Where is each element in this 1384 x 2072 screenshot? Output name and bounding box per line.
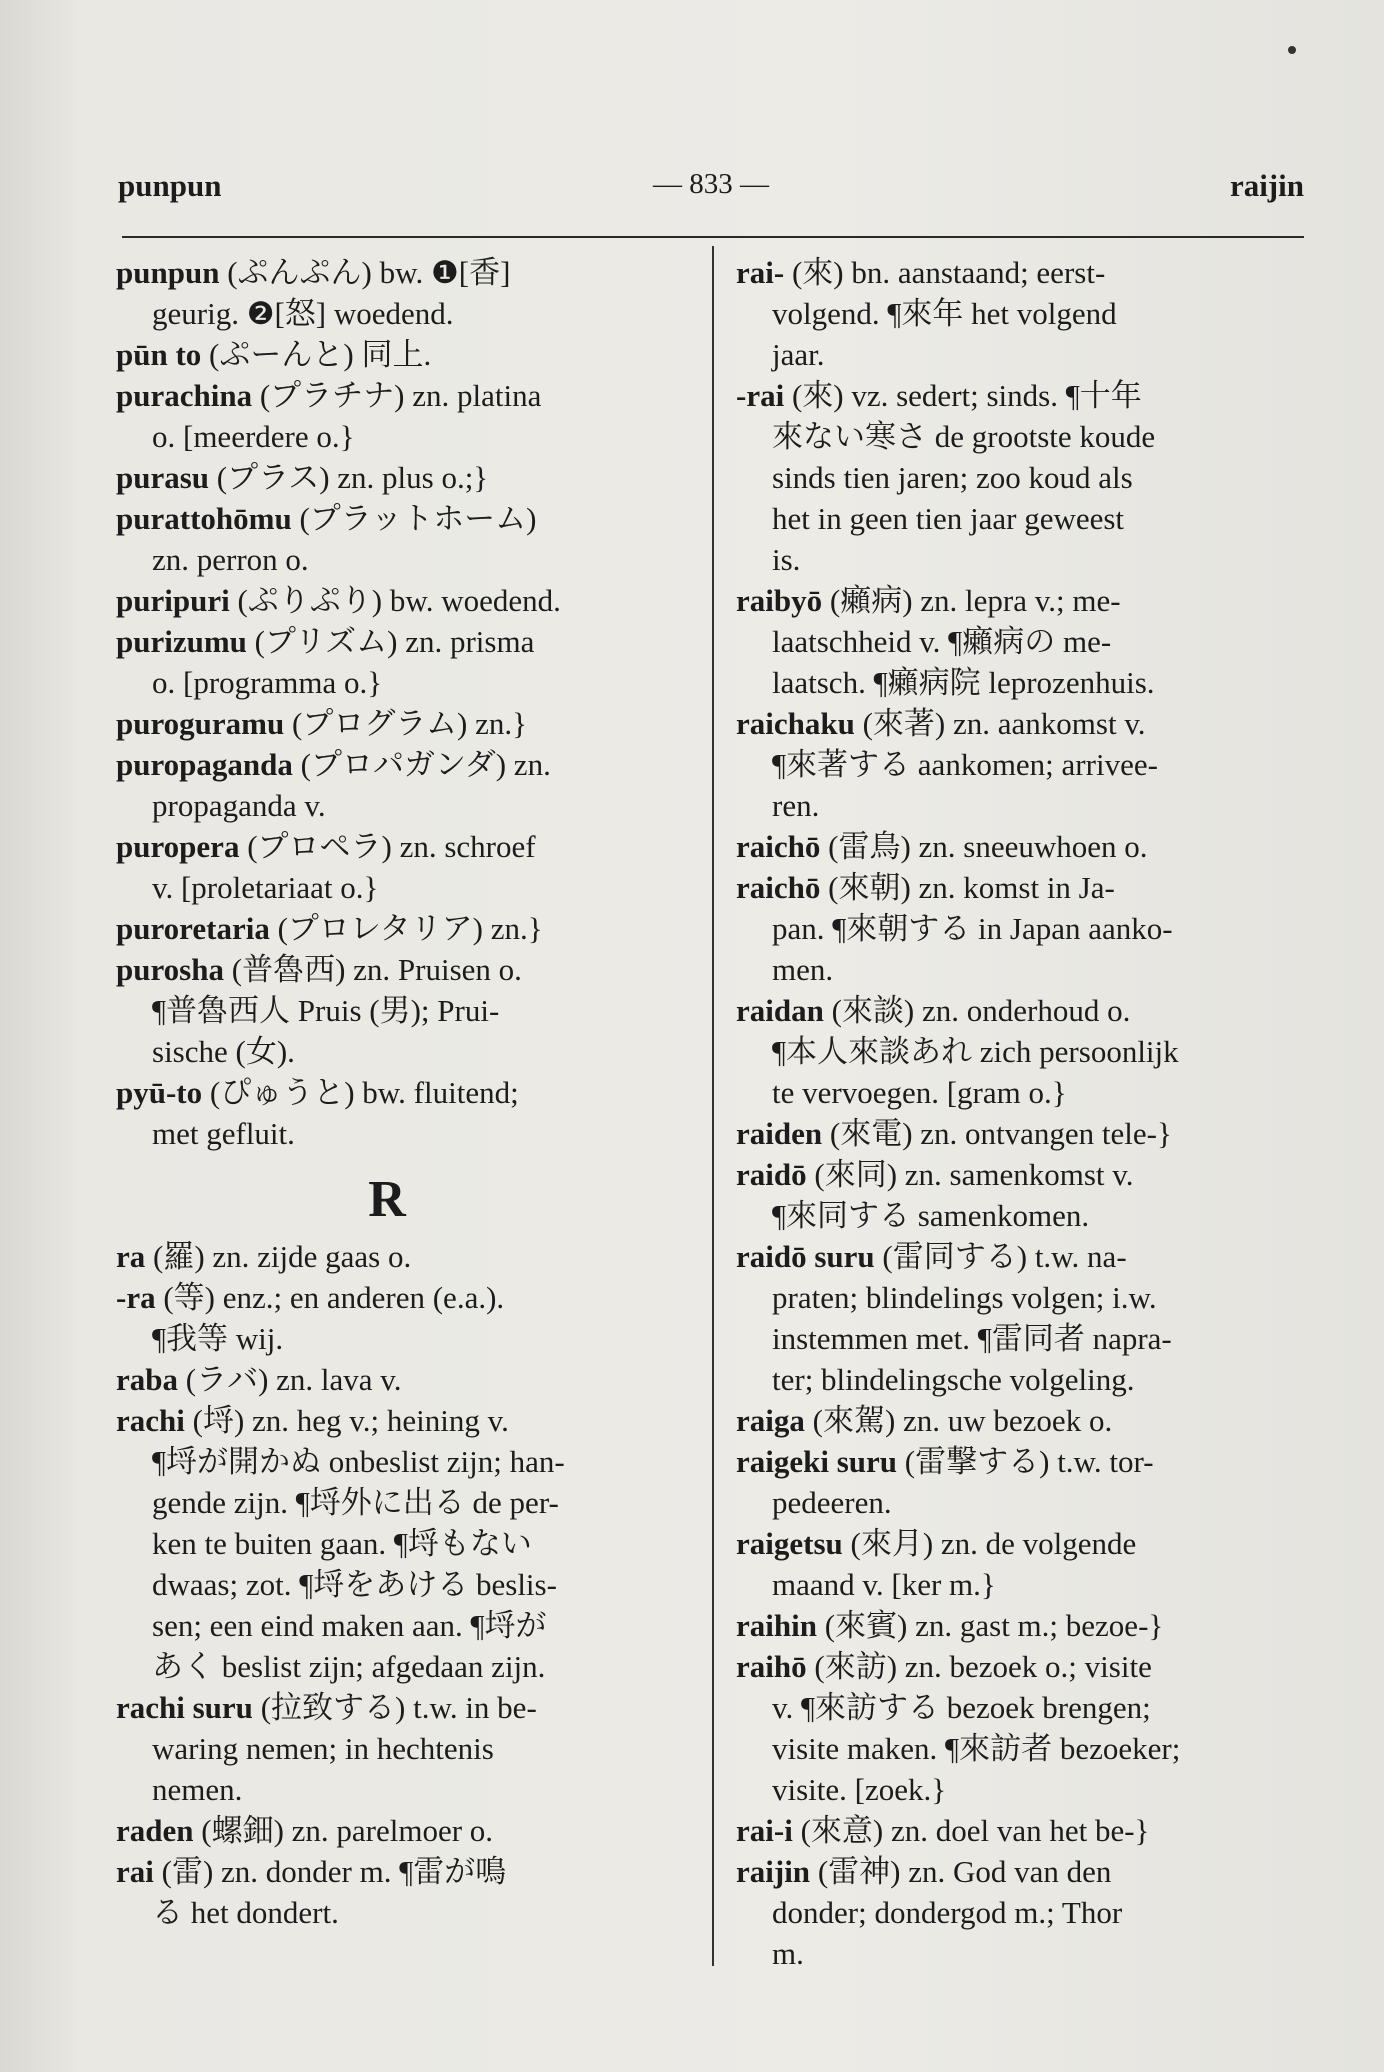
- entry-text: laatschheid v. ¶癩病の me-: [772, 624, 1112, 659]
- continuation-line: [736, 416, 1308, 457]
- entry-text: (來賓) zn. gast m.; bezoe-}: [816, 1608, 1164, 1643]
- continuation-line: [736, 744, 1308, 785]
- entry-text: v. ¶來訪する bezoek brengen;: [772, 1690, 1151, 1725]
- entry-line: [116, 1072, 688, 1113]
- entry-text: pan. ¶來朝する in Japan aanko-: [772, 911, 1173, 946]
- entry-text: ren.: [772, 788, 820, 823]
- entry-text: sen; een eind maken aan. ¶埒が: [152, 1608, 547, 1643]
- headword: puropaganda: [116, 747, 293, 782]
- entry-text: pedeeren.: [772, 1485, 892, 1520]
- headword: raijin: [736, 1854, 811, 1889]
- continuation-line: [736, 1359, 1308, 1400]
- continuation-line: [736, 1769, 1308, 1810]
- continuation-line: [116, 293, 688, 334]
- continuation-line: [736, 1687, 1308, 1728]
- entry-text: volgend. ¶來年 het volgend: [772, 296, 1117, 331]
- entry-text: (來著) zn. aankomst v.: [854, 706, 1146, 741]
- entry-text: te vervoegen. [gram o.}: [772, 1075, 1067, 1110]
- entry-text: nemen.: [152, 1772, 243, 1807]
- entry-text: sische (女).: [152, 1034, 295, 1069]
- headword: raichō: [736, 829, 821, 864]
- entry-text: (プラットホーム): [291, 501, 537, 536]
- entry-text: laatsch. ¶癩病院 leprozenhuis.: [772, 665, 1155, 700]
- entry-text: ken te buiten gaan. ¶埒もない: [152, 1526, 532, 1561]
- continuation-line: [116, 1646, 688, 1687]
- headword: raidan: [736, 993, 824, 1028]
- continuation-line: [736, 1318, 1308, 1359]
- entry-text: (來同) zn. samenkomst v.: [806, 1157, 1134, 1192]
- continuation-line: [116, 1769, 688, 1810]
- entry-line: [116, 1359, 688, 1400]
- entry-line: [736, 1441, 1308, 1482]
- headword: raibyō: [736, 583, 823, 618]
- page-header: [118, 168, 1304, 218]
- entry-line: [736, 1605, 1308, 1646]
- entry-text: (來月) zn. de volgende: [842, 1526, 1137, 1561]
- headword: rai: [116, 1854, 154, 1889]
- entry-line: [736, 1400, 1308, 1441]
- headword: raidō suru: [736, 1239, 875, 1274]
- entry-line: [736, 990, 1308, 1031]
- entry-text: het in geen tien jaar geweest: [772, 501, 1125, 536]
- entry-text: geurig. ❷[怒] woedend.: [152, 296, 454, 331]
- entry-text: maand v. [ker m.}: [772, 1567, 996, 1602]
- headword: rai-: [736, 255, 785, 290]
- continuation-line: [736, 1728, 1308, 1769]
- entry-text: 來ない寒さ de grootste koude: [772, 419, 1156, 454]
- continuation-line: [116, 1113, 688, 1154]
- entry-text: ¶來同する samenkomen.: [772, 1198, 1090, 1233]
- continuation-line: [736, 1072, 1308, 1113]
- entry-text: instemmen met. ¶雷同者 naprа-: [772, 1321, 1172, 1356]
- continuation-line: [116, 1318, 688, 1359]
- continuation-line: [736, 1933, 1308, 1974]
- entry-line: [116, 1810, 688, 1851]
- entry-line: [736, 1523, 1308, 1564]
- entry-line: [116, 457, 688, 498]
- entry-text: (埒) zn. heg v.; heining v.: [184, 1403, 509, 1438]
- entry-text: (來駕) zn. uw bezoek o.: [804, 1403, 1113, 1438]
- entry-line: [116, 1236, 688, 1277]
- headword: raihō: [736, 1649, 807, 1684]
- continuation-line: [116, 1441, 688, 1482]
- entry-text: (來談) zn. onderhoud o.: [823, 993, 1131, 1028]
- entry-text: met gefluit.: [152, 1116, 295, 1151]
- entry-text: ¶來著する aankomen; arrivee-: [772, 747, 1158, 782]
- entry-text: ter; blindelingsche volgeling.: [772, 1362, 1135, 1397]
- entry-line: [116, 949, 688, 990]
- headword: puropera: [116, 829, 240, 864]
- entry-text: ¶普魯西人 Pruis (男); Prui-: [152, 993, 500, 1028]
- headword: puripuri: [116, 583, 230, 618]
- entry-line: [736, 1236, 1308, 1277]
- header-right-guideword: raijin: [1229, 168, 1304, 203]
- entry-line: [736, 1646, 1308, 1687]
- continuation-line: [736, 1195, 1308, 1236]
- entry-line: [736, 1154, 1308, 1195]
- headword: purasu: [116, 460, 210, 495]
- headword: purattohōmu: [116, 501, 292, 536]
- entry-line: [116, 1277, 688, 1318]
- headword: rai-i: [736, 1813, 793, 1848]
- continuation-line: [736, 662, 1308, 703]
- headword: raichaku: [736, 706, 855, 741]
- continuation-line: [736, 293, 1308, 334]
- continuation-line: [736, 457, 1308, 498]
- entry-text: dwaas; zot. ¶埒をあける beslis-: [152, 1567, 557, 1602]
- entry-text: (來訪) zn. bezoek o.; visite: [806, 1649, 1152, 1684]
- headword: rachi suru: [116, 1690, 253, 1725]
- headword: purosha: [116, 952, 224, 987]
- continuation-line: [736, 1031, 1308, 1072]
- continuation-line: [736, 1482, 1308, 1523]
- headword: raiga: [736, 1403, 805, 1438]
- entry-text: (來意) zn. doel van het be-}: [792, 1813, 1150, 1848]
- headword: raigeki suru: [736, 1444, 898, 1479]
- entry-text: (プロペラ) zn. schroef: [239, 829, 536, 864]
- headword: ra: [116, 1239, 146, 1274]
- continuation-line: [116, 1728, 688, 1769]
- entry-line: [116, 580, 688, 621]
- headword: -ra: [116, 1280, 156, 1315]
- continuation-line: [736, 1564, 1308, 1605]
- entry-text: (來朝) zn. komst in Ja-: [820, 870, 1115, 905]
- continuation-line: [116, 1892, 688, 1933]
- entry-text: (雷神) zn. God van den: [810, 1854, 1112, 1889]
- entry-text: (プロパガンダ) zn.: [292, 747, 551, 782]
- entry-line: [736, 580, 1308, 621]
- headword: raichō: [736, 870, 821, 905]
- entry-text: sinds tien jaren; zoo koud als: [772, 460, 1133, 495]
- entry-text: (等) enz.; en anderen (e.a.).: [155, 1280, 505, 1315]
- entry-text: men.: [772, 952, 834, 987]
- headword: pyū-to: [116, 1075, 203, 1110]
- continuation-line: [116, 1605, 688, 1646]
- entry-text: あく beslist zijn; afgedaan zijn.: [152, 1649, 546, 1684]
- entry-text: (ぷーんと) 同上.: [201, 337, 432, 372]
- continuation-line: [736, 785, 1308, 826]
- entry-line: [736, 375, 1308, 416]
- headword: raigetsu: [736, 1526, 843, 1561]
- entry-text: v. [proletariaat o.}: [152, 870, 379, 905]
- column-divider: [712, 246, 714, 1966]
- continuation-line: [116, 1523, 688, 1564]
- entry-line: [736, 1851, 1308, 1892]
- continuation-line: [116, 785, 688, 826]
- entry-text: o. [meerdere o.}: [152, 419, 355, 454]
- entry-text: (來) bn. aanstaand; eerst-: [784, 255, 1106, 290]
- continuation-line: [116, 662, 688, 703]
- entry-text: (ぷんぷん) bw. ❶[香]: [219, 255, 511, 290]
- entry-line: [116, 252, 688, 293]
- continuation-line: [736, 1277, 1308, 1318]
- entry-text: ¶本人來談あれ zich persoonlijk: [772, 1034, 1179, 1069]
- entry-text: is.: [772, 542, 801, 577]
- entry-text: (雷鳥) zn. sneeuwhoen o.: [820, 829, 1148, 864]
- right-column: [736, 252, 1308, 1974]
- left-column: [116, 252, 688, 1933]
- entry-text: (プリズム) zn. prisma: [246, 624, 535, 659]
- headword: raba: [116, 1362, 178, 1397]
- entry-text: (ぴゅうと) bw. fluitend;: [202, 1075, 519, 1110]
- entry-text: (雷) zn. donder m. ¶雷が鳴: [153, 1854, 507, 1889]
- entry-text: (來) vz. sedert; sinds. ¶十年: [784, 378, 1142, 413]
- continuation-line: [116, 539, 688, 580]
- entry-text: visite. [zoek.}: [772, 1772, 947, 1807]
- entry-text: waring nemen; in hechtenis: [152, 1731, 494, 1766]
- headword: rachi: [116, 1403, 185, 1438]
- entry-text: (來電) zn. ontvangen tele-}: [822, 1116, 1172, 1151]
- continuation-line: [736, 908, 1308, 949]
- entry-text: propaganda v.: [152, 788, 326, 823]
- headword: puroretaria: [116, 911, 270, 946]
- entry-text: (ぷりぷり) bw. woedend.: [229, 583, 561, 618]
- entry-text: (拉致する) t.w. in be-: [252, 1690, 537, 1725]
- entry-text: praten; blindelings volgen; i.w.: [772, 1280, 1157, 1315]
- continuation-line: [116, 1482, 688, 1523]
- entry-text: (雷同する) t.w. na-: [874, 1239, 1127, 1274]
- entry-line: [116, 908, 688, 949]
- continuation-line: [736, 334, 1308, 375]
- entry-line: [736, 252, 1308, 293]
- headword: pūn to: [116, 337, 202, 372]
- entry-text: (プロレタリア) zn.}: [269, 911, 543, 946]
- entry-line: [116, 621, 688, 662]
- entry-text: (普魯西) zn. Pruisen o.: [224, 952, 522, 987]
- entry-line: [736, 1113, 1308, 1154]
- headword: -rai: [736, 378, 785, 413]
- entry-text: zn. perron o.: [152, 542, 309, 577]
- entry-line: [116, 498, 688, 539]
- entry-line: [116, 1687, 688, 1728]
- continuation-line: [736, 1892, 1308, 1933]
- headword: punpun: [116, 255, 220, 290]
- entry-line: [116, 744, 688, 785]
- headword: raihin: [736, 1608, 817, 1643]
- entry-line: [116, 334, 688, 375]
- headword: raidō: [736, 1157, 807, 1192]
- entry-text: (雷撃する) t.w. tor-: [897, 1444, 1154, 1479]
- entry-text: donder; dondergod m.; Thor: [772, 1895, 1123, 1930]
- entry-text: る het dondert.: [152, 1895, 339, 1930]
- entry-line: [116, 703, 688, 744]
- headword: purachina: [116, 378, 253, 413]
- speck: [1288, 46, 1296, 54]
- continuation-line: [116, 416, 688, 457]
- page-number: — 833 —: [653, 168, 769, 200]
- headword: raiden: [736, 1116, 823, 1151]
- continuation-line: [736, 539, 1308, 580]
- headword: purizumu: [116, 624, 247, 659]
- entry-line: [116, 375, 688, 416]
- entry-line: [736, 826, 1308, 867]
- header-left-guideword: punpun: [118, 168, 222, 203]
- entry-text: (プログラム) zn.}: [284, 706, 527, 741]
- entry-line: [736, 867, 1308, 908]
- entry-line: [116, 1851, 688, 1892]
- section-letter: R: [368, 1171, 406, 1228]
- entry-text: jaar.: [772, 337, 825, 372]
- entry-text: o. [programma o.}: [152, 665, 383, 700]
- entry-text: (プラス) zn. plus o.;}: [209, 460, 489, 495]
- continuation-line: [736, 498, 1308, 539]
- entry-line: [736, 703, 1308, 744]
- entry-line: [736, 1810, 1308, 1851]
- entry-text: (癩病) zn. lepra v.; me-: [822, 583, 1121, 618]
- entry-text: visite maken. ¶來訪者 bezoeker;: [772, 1731, 1181, 1766]
- headword: raden: [116, 1813, 194, 1848]
- continuation-line: [116, 1031, 688, 1072]
- entry-text: ¶我等 wij.: [152, 1321, 284, 1356]
- continuation-line: [116, 1564, 688, 1605]
- continuation-line: [736, 949, 1308, 990]
- entry-text: m.: [772, 1936, 804, 1971]
- continuation-line: [736, 621, 1308, 662]
- entry-text: (プラチナ) zn. platina: [252, 378, 542, 413]
- entry-text: (羅) zn. zijde gaas o.: [145, 1239, 412, 1274]
- entry-text: ¶埒が開かぬ onbeslist zijn; han-: [152, 1444, 565, 1479]
- entry-text: (ラバ) zn. lava v.: [178, 1362, 402, 1397]
- entry-line: [116, 826, 688, 867]
- continuation-line: [116, 867, 688, 908]
- continuation-line: [116, 990, 688, 1031]
- header-rule: [122, 236, 1304, 238]
- headword: puroguramu: [116, 706, 285, 741]
- entry-text: (螺鈿) zn. parelmoer o.: [193, 1813, 494, 1848]
- entry-text: gende zijn. ¶埒外に出る de per-: [152, 1485, 559, 1520]
- entry-line: [116, 1400, 688, 1441]
